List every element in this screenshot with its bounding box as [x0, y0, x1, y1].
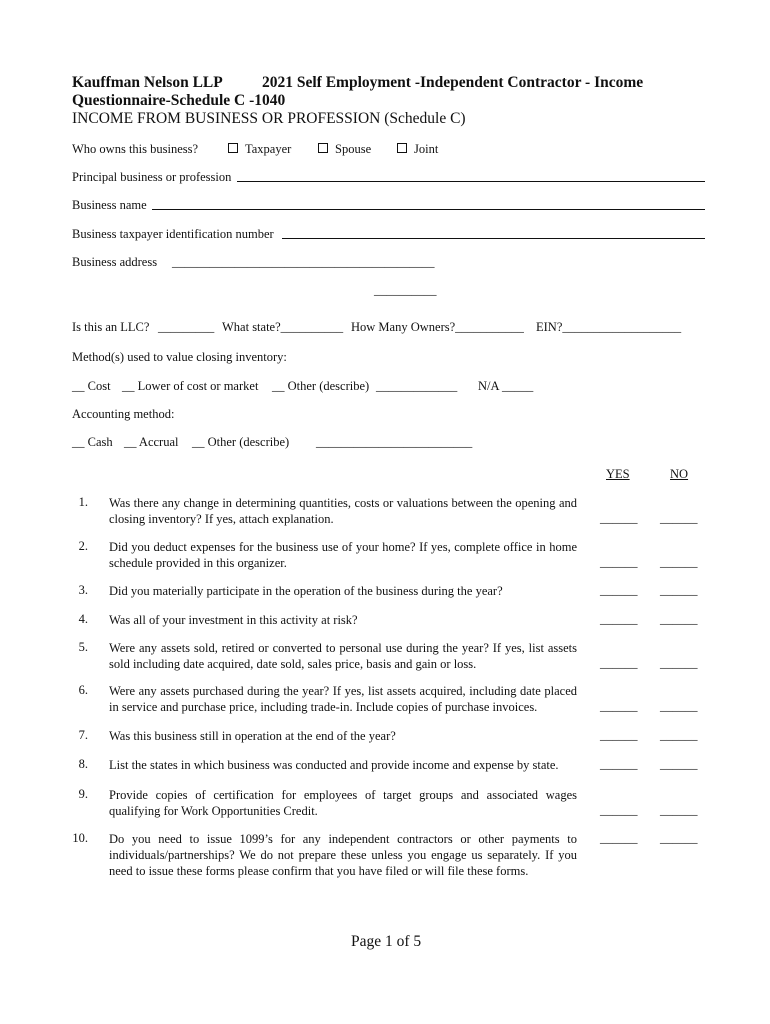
page-number: Page 1 of 5: [351, 933, 422, 950]
answer-yes-field[interactable]: ______: [600, 699, 638, 713]
question-text: Was all of your investment in this activity at risk?: [109, 613, 358, 627]
form-title: 2021 Self Employment -Independent Contractor - Income: [262, 74, 644, 91]
checkbox-spouse[interactable]: [318, 143, 328, 153]
owner-label: Who owns this business?: [72, 142, 199, 156]
answer-no-field[interactable]: ______: [660, 831, 698, 845]
inventory-na-option[interactable]: N/A _____: [478, 379, 534, 393]
question-number: 4.: [78, 612, 88, 626]
answer-no-field[interactable]: ______: [660, 728, 698, 742]
question-number: 7.: [78, 728, 88, 742]
question-text: Did you materially participate in the operation of the business during the year?: [109, 584, 503, 598]
question-number: 3.: [78, 583, 88, 597]
business-address-field[interactable]: __________________________________________: [172, 255, 435, 269]
answer-no-field[interactable]: ______: [660, 612, 698, 626]
question-number: 5.: [78, 640, 88, 654]
owner-option-spouse[interactable]: [318, 142, 371, 157]
business-name-field[interactable]: [152, 209, 705, 210]
answer-no-field[interactable]: ______: [660, 656, 698, 670]
form-title-continued: Questionnaire-Schedule C -1040: [72, 92, 286, 109]
business-tin-label: Business taxpayer identification number: [72, 227, 274, 241]
inventory-lower-option[interactable]: __ Lower of cost or market: [122, 379, 259, 393]
owner-option-joint[interactable]: [397, 142, 438, 157]
question-number: 2.: [78, 539, 88, 553]
answer-yes-field[interactable]: ______: [600, 555, 638, 569]
answer-yes-field[interactable]: ______: [600, 511, 638, 525]
answer-yes-field[interactable]: ______: [600, 831, 638, 845]
accounting-other-field[interactable]: _________________________: [316, 435, 473, 449]
answer-yes-field[interactable]: ______: [600, 656, 638, 670]
inventory-other-field[interactable]: _____________: [376, 379, 458, 393]
answer-yes-field[interactable]: ______: [600, 757, 638, 771]
accounting-cash-option[interactable]: __ Cash: [72, 435, 113, 449]
answer-no-field[interactable]: ______: [660, 757, 698, 771]
answer-yes-field[interactable]: ______: [600, 583, 638, 597]
accounting-accrual-option[interactable]: __ Accrual: [124, 435, 179, 449]
question-text: Was there any change in determining quantities, costs or valuations between the opening and closing inventory? If yes, attach explanation.: [109, 496, 577, 526]
principal-business-label: Principal business or profession: [72, 170, 232, 184]
question-number: 8.: [78, 757, 88, 771]
principal-business-field[interactable]: [237, 181, 705, 182]
yes-column-header: YES: [606, 467, 630, 481]
answer-no-field[interactable]: ______: [660, 555, 698, 569]
answer-no-field[interactable]: ______: [660, 803, 698, 817]
business-name-label: Business name: [72, 198, 147, 212]
checkbox-joint[interactable]: [397, 143, 407, 153]
business-address-field-2[interactable]: __________: [374, 283, 437, 297]
what-state-field[interactable]: What state?__________: [222, 320, 344, 334]
answer-no-field[interactable]: ______: [660, 511, 698, 525]
business-tin-field[interactable]: [282, 238, 705, 239]
no-column-header: NO: [670, 467, 689, 481]
question-text: Was this business still in operation at the end of the year?: [109, 729, 396, 743]
taxpayer-label: Taxpayer: [245, 142, 292, 156]
question-number: 10.: [72, 831, 88, 845]
joint-label: Joint: [414, 142, 439, 156]
business-address-label: Business address: [72, 255, 158, 269]
answer-yes-field[interactable]: ______: [600, 612, 638, 626]
spouse-label: Spouse: [335, 142, 372, 156]
question-number: 6.: [78, 683, 88, 697]
is-llc-field[interactable]: _________: [158, 320, 215, 334]
owner-option-taxpayer[interactable]: [228, 142, 291, 157]
question-text: Provide copies of certification for employees of target groups and associated wages qualifying for Work Opportunities Credit.: [109, 788, 577, 818]
answer-no-field[interactable]: ______: [660, 699, 698, 713]
inventory-other-option[interactable]: __ Other (describe): [272, 379, 370, 393]
answer-no-field[interactable]: ______: [660, 583, 698, 597]
answer-yes-field[interactable]: ______: [600, 728, 638, 742]
inventory-method-label: Method(s) used to value closing inventory:: [72, 350, 287, 364]
question-number: 9.: [78, 787, 88, 801]
question-text: Were any assets purchased during the year? If yes, list assets acquired, including date placed in service and purchase price, including trade-in. Include copies of purchase invoices.: [109, 684, 577, 714]
accounting-method-label: Accounting method:: [72, 407, 175, 421]
question-text: List the states in which business was conducted and provide income and expense by state.: [109, 758, 559, 772]
checkbox-taxpayer[interactable]: [228, 143, 238, 153]
question-number: 1.: [78, 495, 88, 509]
is-llc-label: Is this an LLC?: [72, 320, 150, 334]
question-text: Were any assets sold, retired or converted to personal use during the year? If yes, list assets sold including date acquired, date sold, sales price, basis and gain or loss.: [109, 641, 577, 671]
question-text: Do you need to issue 1099’s for any independent contractors or other payments to individuals/partnerships? We do not prepare these unless you engage us separately. If you need to issue these forms please confirm that you have filed or will file these forms.: [109, 832, 577, 878]
firm-name: Kauffman Nelson LLP: [72, 74, 223, 91]
inventory-cost-option[interactable]: __ Cost: [72, 379, 111, 393]
how-many-owners-field[interactable]: How Many Owners?___________: [351, 320, 524, 334]
accounting-other-option[interactable]: __ Other (describe): [192, 435, 290, 449]
section-subtitle: INCOME FROM BUSINESS OR PROFESSION (Schedule C): [72, 110, 466, 127]
ein-field[interactable]: EIN?___________________: [536, 320, 682, 334]
question-text: Did you deduct expenses for the business use of your home? If yes, complete office in home schedule provided in this organizer.: [109, 540, 577, 570]
answer-yes-field[interactable]: ______: [600, 803, 638, 817]
